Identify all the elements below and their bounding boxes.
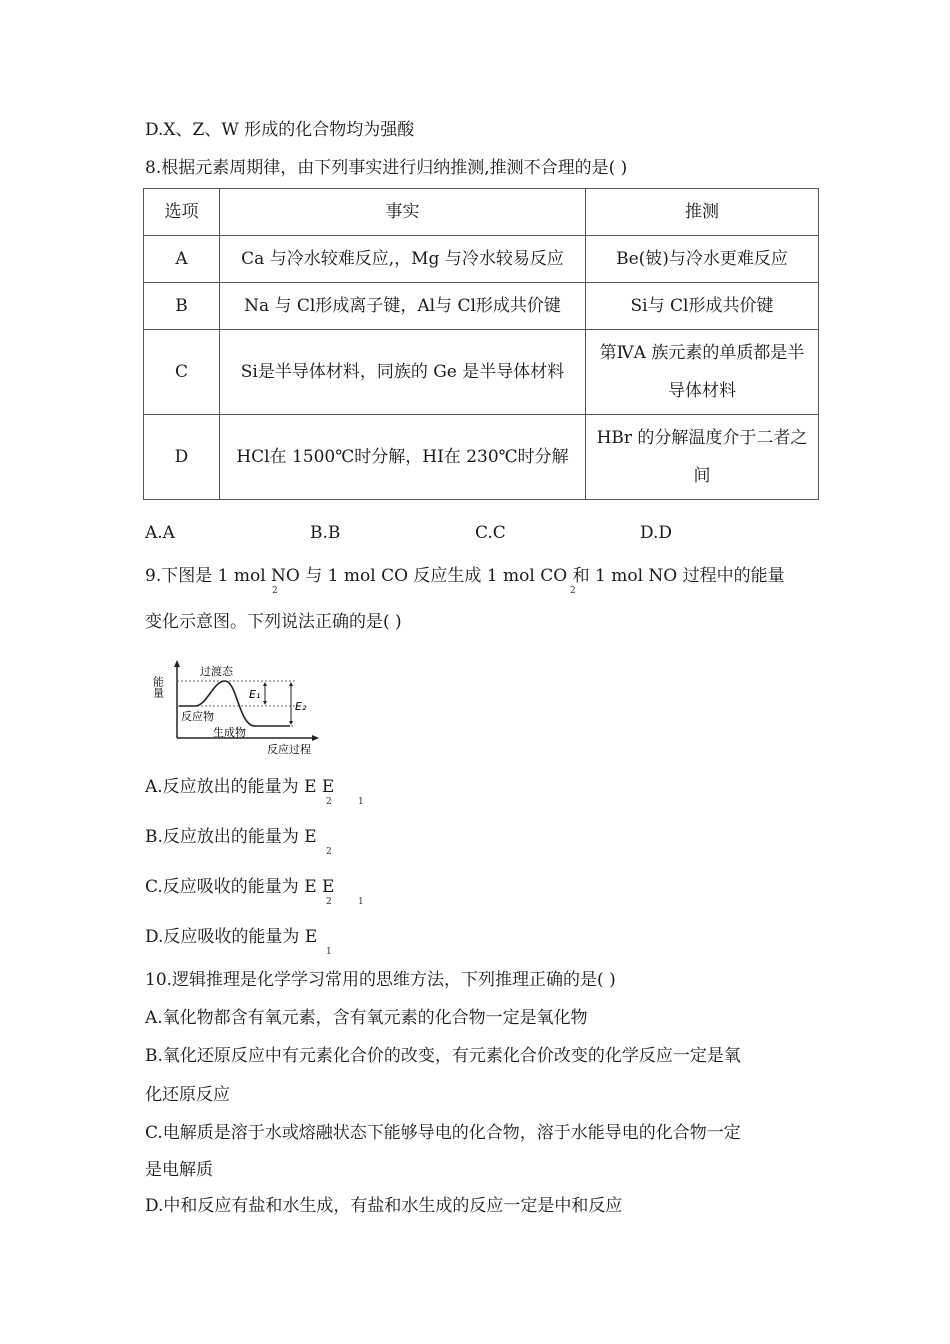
option-a-tail: E	[316, 777, 335, 797]
y-axis-arrow	[174, 660, 180, 667]
x-axis-arrow	[312, 735, 319, 741]
q10-option-a: A.氧化物都含有氧元素，含有氧元素的化合物一定是氧化物	[145, 1008, 588, 1028]
choice-c: C.C	[475, 523, 506, 543]
q10-option-c-line2: 是电解质	[145, 1160, 213, 1180]
row-inference: HBr 的分解温度介于二者之间	[586, 415, 819, 500]
table-row	[144, 330, 819, 415]
q8-table	[143, 188, 819, 500]
y-axis-label: 能量	[151, 676, 165, 698]
option-b-text: B.反应放出的能量为 E	[145, 827, 317, 847]
header-fact: 事实	[220, 189, 586, 236]
row-option: A	[144, 236, 220, 283]
subscript: 1	[326, 947, 332, 957]
row-inference: Be(铍)与冷水更难反应	[586, 236, 819, 283]
subscript: 2	[326, 897, 332, 907]
subscript-co2: 2	[570, 586, 576, 596]
q9-option-c	[145, 875, 334, 899]
q10-option-c-line1: C.电解质是溶于水或熔融状态下能够导电的化合物，溶于水能导电的化合物一定	[145, 1123, 741, 1143]
q9-stem-line2: 变化示意图。下列说法正确的是( )	[145, 612, 402, 632]
x-axis-label: 反应过程	[267, 743, 311, 756]
e1-arrowhead-bottom	[263, 701, 267, 705]
subscript: 2	[326, 797, 332, 807]
option-c-text: C.反应吸收的能量为 E	[145, 877, 317, 897]
header-option: 选项	[144, 189, 220, 236]
e2-label: E₂	[295, 700, 307, 713]
row-option: D	[144, 415, 220, 500]
e1-arrowhead-top	[263, 682, 267, 686]
row-fact: Si是半导体材料，同族的 Ge 是半导体材料	[220, 330, 586, 415]
choice-a: A.A	[145, 523, 175, 543]
header-inference: 推测	[586, 189, 819, 236]
q9-option-b	[145, 825, 317, 849]
table-row	[144, 236, 819, 283]
choice-d: D.D	[640, 523, 673, 543]
q9-stem-line1	[145, 564, 785, 588]
q10-stem: 10.逻辑推理是化学学习常用的思维方法，下列推理正确的是( )	[145, 970, 616, 990]
q8-stem: 8.根据元素周期律，由下列事实进行归纳推测,推测不合理的是( )	[145, 158, 628, 178]
q9-option-a	[145, 775, 334, 799]
option-d-text: D.反应吸收的能量为 E	[145, 927, 318, 947]
q10-option-d: D.中和反应有盐和水生成，有盐和水生成的反应一定是中和反应	[145, 1196, 623, 1216]
row-option: B	[144, 283, 220, 330]
row-fact: Na 与 Cl形成离子键，Al与 Cl形成共价键	[220, 283, 586, 330]
subscript: 1	[358, 897, 364, 907]
subscript-no2: 2	[272, 586, 278, 596]
row-inference: 第ⅣA 族元素的单质都是半导体材料	[586, 330, 819, 415]
table-header-row	[144, 189, 819, 236]
row-fact: Ca 与冷水较难反应,，Mg 与冷水较易反应	[220, 236, 586, 283]
q9-stem-part1: 9.下图是 1 mol NO	[145, 566, 300, 586]
products-label: 生成物	[213, 726, 246, 739]
q9-stem-part3: 和 1 mol NO 过程中的能量	[567, 566, 785, 586]
option-a-text: A.反应放出的能量为 E	[145, 777, 317, 797]
q7-option-d: D.X、Z、W 形成的化合物均为强酸	[145, 120, 415, 140]
row-option: C	[144, 330, 220, 415]
e1-label: E₁	[249, 688, 261, 701]
q10-option-b-line2: 化还原反应	[145, 1085, 230, 1105]
q9-option-d	[145, 925, 317, 949]
row-inference: Si与 Cl形成共价键	[586, 283, 819, 330]
transition-label: 过渡态	[200, 665, 233, 678]
e2-arrowhead-top	[289, 682, 293, 686]
q9-stem-part2: 与 1 mol CO 反应生成 1 mol CO	[299, 566, 568, 586]
reactants-label: 反应物	[181, 710, 214, 723]
energy-diagram	[151, 658, 335, 758]
subscript: 1	[358, 797, 364, 807]
e2-arrowhead-bottom	[289, 721, 293, 725]
table-row	[144, 415, 819, 500]
subscript: 2	[326, 847, 332, 857]
table-row	[144, 283, 819, 330]
choice-b: B.B	[310, 523, 341, 543]
q10-option-b-line1: B.氧化还原反应中有元素化合价的改变，有元素化合价改变的化学反应一定是氧	[145, 1046, 741, 1066]
option-c-tail: E	[316, 877, 335, 897]
q8-choices	[145, 521, 672, 545]
row-fact: HCl在 1500℃时分解，HI在 230℃时分解	[220, 415, 586, 500]
